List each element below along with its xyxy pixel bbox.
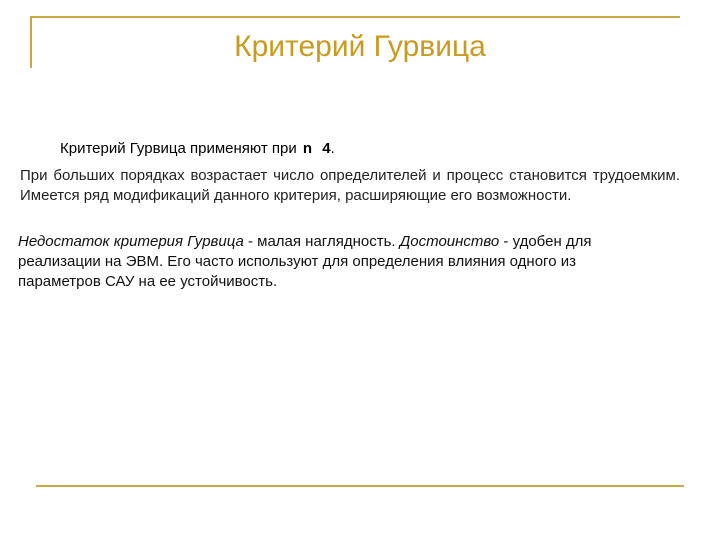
usage-text: Критерий Гурвица применяют при: [60, 140, 297, 157]
advantage-label: Достоинство: [399, 233, 500, 250]
slide-title: Критерий Гурвица: [234, 30, 486, 63]
usage-period: .: [330, 140, 335, 157]
variable-n: n: [302, 140, 313, 157]
frame-bottom-line: [36, 485, 684, 487]
advantage-text: - удобен для реализации на ЭВМ. Его часто используют для определения влияния одного из параметров САУ на ее устойчивость.: [18, 233, 592, 290]
drawback-text: - малая наглядность.: [243, 233, 400, 250]
paragraph-complexity: При больших порядках возрастает число определителей и процесс становится трудоемким. Имеется ряд модификаций данного критерия, расширяющие его возможности.: [20, 167, 680, 204]
frame-top-line: [30, 16, 680, 18]
paragraph-usage: [60, 140, 335, 157]
order-value: 4: [322, 140, 331, 157]
drawback-label: Недостаток критерия Гурвица: [18, 233, 244, 250]
paragraph-pros-cons: [18, 232, 658, 292]
